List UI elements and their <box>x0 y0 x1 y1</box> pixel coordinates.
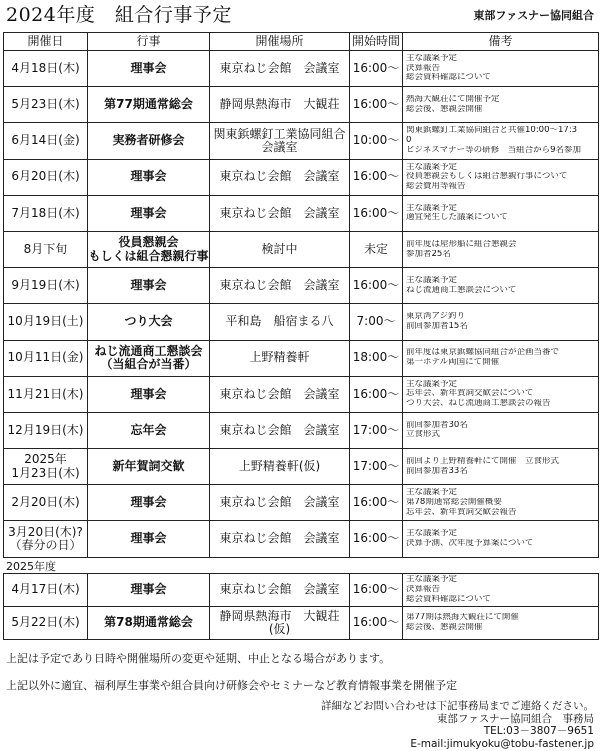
cell-date <box>4 304 88 340</box>
organization-name: 東部ファスナー協同組合 <box>473 9 594 22</box>
cell-notes-line: 総会資料確認について <box>406 73 491 83</box>
cell-notes <box>403 195 599 231</box>
cell-event <box>88 195 210 231</box>
cell-notes-line: 忘年会、新年賀詞交歓会報告 <box>406 507 517 517</box>
cell-event-line: ねじ流通商工懇談会 <box>94 343 203 358</box>
cell-date-line: 5月22日(木) <box>11 615 80 630</box>
cell-notes-line: ビジネスマナー等の研修 当組合から9名参加 <box>406 145 581 155</box>
cell-notes-line: 主な議案予定 <box>406 203 458 213</box>
cell-place <box>210 521 350 557</box>
cell-notes-line: 第一ホテル両国にて開催 <box>406 358 500 368</box>
table-row <box>4 412 599 448</box>
cell-time: 16:00～ <box>350 521 403 557</box>
cell-notes-line: 主な議案予定 <box>406 53 458 63</box>
cell-date-line: 12月19日(木) <box>7 422 84 437</box>
cell-date <box>4 574 88 607</box>
cell-date <box>4 159 88 195</box>
cell-notes <box>403 449 599 485</box>
page-header <box>0 0 600 30</box>
contact-phone: TEL:03－3807－9651 <box>483 725 594 737</box>
section-label-2025: 2025年度 <box>6 560 56 573</box>
footnote-other-events: 上記以外に適宜、福利厚生事業や組合員向け研修会やセミナーなど教育情報事業を開催予定 <box>6 679 457 692</box>
cell-time: 16:00～ <box>350 195 403 231</box>
cell-notes-line: 第78期通常総会開催概要 <box>406 497 502 507</box>
cell-time: 18:00～ <box>350 340 403 376</box>
cell-event-line: 役員懇親会 <box>118 235 179 250</box>
cell-event <box>88 376 210 412</box>
table-row <box>4 574 599 607</box>
table-row <box>4 449 599 485</box>
cell-event <box>88 521 210 557</box>
cell-notes-line: つり大会、ねじ流通商工懇談会の報告 <box>406 399 551 409</box>
table-row <box>4 376 599 412</box>
cell-place-line: 東京ねじ会館 会議室 <box>219 60 340 75</box>
cell-notes-line: 主な議案予定 <box>406 575 458 585</box>
cell-place-line: 東京ねじ会館 会議室 <box>219 422 340 437</box>
cell-date <box>4 51 88 87</box>
cell-date <box>4 607 88 640</box>
cell-notes-line: 総会後、懇親会開催 <box>406 623 483 632</box>
cell-notes-line: 前年度は屋形船に組合懇親会 <box>406 239 517 249</box>
table-row <box>4 195 599 231</box>
cell-event-line: 理事会 <box>130 531 167 546</box>
table-row <box>4 521 599 557</box>
cell-notes <box>403 521 599 557</box>
table-row <box>4 51 599 87</box>
cell-place <box>210 574 350 607</box>
cell-event-line: 理事会 <box>130 169 167 184</box>
cell-event-line: 第78期通常総会 <box>104 615 193 630</box>
page-title: 2024年度 組合行事予定 <box>6 4 232 26</box>
table-row <box>4 485 599 521</box>
cell-event-line: 第77期通常総会 <box>104 97 193 112</box>
cell-place-line: 上野精養軒(仮) <box>238 458 321 473</box>
cell-notes-line: 立食形式 <box>406 430 441 440</box>
cell-notes-line: 東京湾アジ釣り <box>406 312 466 322</box>
cell-notes <box>403 123 599 159</box>
cell-time: 10:00～ <box>350 123 403 159</box>
cell-date-line: 10月11日(金) <box>7 350 84 365</box>
cell-place <box>210 159 350 195</box>
cell-time: 16:00～ <box>350 607 403 640</box>
cell-date-line: 2月20日(木) <box>11 495 80 510</box>
cell-date-line: 9月19日(木) <box>11 278 80 292</box>
cell-event <box>88 231 210 267</box>
cell-date <box>4 412 88 448</box>
cell-place-line: 検討中 <box>261 241 298 256</box>
cell-notes-line: 総会後、懇親会開催 <box>406 104 483 114</box>
cell-notes <box>403 607 599 640</box>
cell-event-line: つり大会 <box>124 314 173 329</box>
cell-notes-line: 主な議案予定 <box>406 379 458 389</box>
cell-time: 17:00～ <box>350 449 403 485</box>
cell-notes-line: 適宜発生した議案について <box>406 213 508 223</box>
cell-date-line: 7月18日(木) <box>11 205 80 220</box>
cell-notes <box>403 159 599 195</box>
cell-time: 16:00～ <box>350 51 403 87</box>
contact-email: E-mail:jimukyoku@tobu-fastener.jp <box>410 737 594 750</box>
cell-time: 16:00～ <box>350 574 403 607</box>
cell-event <box>88 340 210 376</box>
cell-date-line: 11月21日(木) <box>7 386 84 401</box>
cell-event-line: もしくは組合懇親行事 <box>88 248 209 263</box>
cell-event-line: 理事会 <box>130 582 167 597</box>
cell-place-line: 東京ねじ会館 会議室 <box>219 169 340 184</box>
cell-date-line: 6月14日(金) <box>11 133 80 148</box>
cell-time: 16:00～ <box>350 87 403 123</box>
footnote-schedule-change: 上記は予定であり日時や開催場所の変更や延期、中止となる場合があります。 <box>6 652 391 665</box>
cell-date <box>4 521 88 557</box>
cell-notes <box>403 268 599 304</box>
cell-event <box>88 123 210 159</box>
cell-event-line: 理事会 <box>130 60 167 75</box>
cell-notes <box>403 231 599 267</box>
cell-date-line: （春分の日） <box>9 538 82 553</box>
cell-date-line: 5月23日(木) <box>11 97 80 112</box>
cell-notes-line: 主な議案予定 <box>406 488 458 498</box>
cell-place <box>210 51 350 87</box>
table-row <box>4 231 599 267</box>
cell-place-line: 東京ねじ会館 会議室 <box>219 495 340 510</box>
col-header-date: 開催日 <box>4 33 88 51</box>
table-row <box>4 123 599 159</box>
cell-event-line: 理事会 <box>130 495 167 510</box>
cell-notes-line: 前回参加者30名 <box>406 420 468 430</box>
col-header-event: 行事 <box>88 33 210 51</box>
schedule-table-2024 <box>3 32 599 558</box>
cell-event <box>88 159 210 195</box>
cell-time: 16:00～ <box>350 268 403 304</box>
cell-place-line: 会議室 <box>261 139 298 154</box>
cell-place-line: 上野精養軒 <box>249 350 310 365</box>
cell-time: 未定 <box>350 231 403 267</box>
cell-notes-line: 前回参加者33名 <box>406 466 468 476</box>
table-row <box>4 340 599 376</box>
cell-notes-line: 決算報告 <box>406 585 441 595</box>
cell-place-line: 静岡県熱海市 大観荘(仮) <box>219 608 340 636</box>
cell-event-line: 忘年会 <box>130 422 167 437</box>
cell-date-line: 10月19日(土) <box>7 314 84 329</box>
cell-event <box>88 268 210 304</box>
cell-date-line: 2025年 <box>24 452 67 467</box>
cell-notes-line: 熱海大観荘にて開催予定 <box>406 95 500 105</box>
cell-notes-line: 第77期は熱海大観荘にて開催 <box>406 613 519 623</box>
cell-date-line: 4月17日(木) <box>11 582 80 597</box>
cell-notes <box>403 485 599 521</box>
cell-date <box>4 268 88 304</box>
cell-notes-line: 前年度は東京鋲螺協同組合が企画当番で <box>406 348 560 358</box>
table-row <box>4 268 599 304</box>
cell-notes-line: 前回より上野精養軒にて開催 立食形式 <box>406 456 560 466</box>
cell-notes-line: 主な議案予定 <box>406 529 458 539</box>
cell-notes-line: 参加者25名 <box>406 249 451 259</box>
cell-place <box>210 195 350 231</box>
cell-notes-line: ねじ流通商工懇談会について <box>406 285 517 295</box>
col-header-notes: 備考 <box>403 33 599 51</box>
cell-event <box>88 51 210 87</box>
table-row <box>4 304 599 340</box>
cell-notes <box>403 304 599 340</box>
cell-time: 16:00～ <box>350 159 403 195</box>
cell-place <box>210 231 350 267</box>
cell-notes-line: 総会資料確認について <box>406 594 491 604</box>
cell-event <box>88 574 210 607</box>
cell-notes-line: 総会費用等報告 <box>406 182 466 192</box>
cell-event-line: 理事会 <box>130 386 167 401</box>
cell-time: 17:00～ <box>350 412 403 448</box>
cell-event-line: 理事会 <box>130 278 167 292</box>
cell-date-line: 6月20日(木) <box>11 169 80 184</box>
cell-date <box>4 231 88 267</box>
cell-date <box>4 376 88 412</box>
cell-event-line: 新年賀詞交歓 <box>112 458 185 473</box>
cell-date <box>4 449 88 485</box>
cell-date <box>4 485 88 521</box>
cell-date <box>4 87 88 123</box>
cell-notes-line: 忘年会、新年賀詞交歓会について <box>406 389 534 399</box>
cell-date-line: 3月20日(木)? <box>8 524 83 539</box>
schedule-rows-2025 <box>4 574 599 640</box>
cell-event-line: （当組合が当番） <box>100 357 197 372</box>
cell-place-line: 東京ねじ会館 会議室 <box>219 531 340 546</box>
cell-place <box>210 485 350 521</box>
cell-notes <box>403 340 599 376</box>
cell-notes <box>403 412 599 448</box>
cell-event <box>88 87 210 123</box>
cell-event-line: 理事会 <box>130 205 167 220</box>
cell-place-line: 東京ねじ会館 会議室 <box>219 278 340 292</box>
cell-place-line: 平和島 船宿まる八 <box>225 314 334 329</box>
cell-notes-line: 主な議案予定 <box>406 162 458 172</box>
table-row <box>4 607 599 640</box>
cell-date-line: 4月18日(木) <box>11 60 80 75</box>
cell-event <box>88 607 210 640</box>
contact-block <box>321 700 594 750</box>
cell-place <box>210 412 350 448</box>
cell-notes <box>403 376 599 412</box>
cell-event <box>88 449 210 485</box>
cell-place <box>210 268 350 304</box>
cell-place <box>210 449 350 485</box>
cell-place-line: 東京ねじ会館 会議室 <box>219 582 340 597</box>
cell-notes <box>403 51 599 87</box>
schedule-rows-2024 <box>4 51 599 558</box>
table-row <box>4 87 599 123</box>
table-header-row <box>4 33 599 51</box>
cell-event <box>88 304 210 340</box>
cell-event <box>88 412 210 448</box>
cell-date-line: 1月23日(木) <box>11 465 80 480</box>
cell-event <box>88 485 210 521</box>
contact-office: 東部ファスナー協同組合 事務局 <box>436 712 594 725</box>
contact-intro: 詳細などお問い合わせは下記事務局までご連絡ください。 <box>321 700 594 712</box>
cell-place <box>210 87 350 123</box>
cell-notes-line: 役員懇親会もしくは組合懇親行事について <box>406 172 568 182</box>
cell-place-line: 東京ねじ会館 会議室 <box>219 205 340 220</box>
cell-time: 7:00～ <box>350 304 403 340</box>
cell-notes <box>403 574 599 607</box>
cell-notes-line: 決算報告 <box>406 63 441 73</box>
cell-notes-line: 主な議案予定 <box>406 275 458 285</box>
cell-notes <box>403 87 599 123</box>
cell-date <box>4 340 88 376</box>
cell-place <box>210 607 350 640</box>
cell-place <box>210 304 350 340</box>
schedule-table-2025 <box>3 573 599 640</box>
cell-time: 16:00～ <box>350 485 403 521</box>
col-header-place: 開催場所 <box>210 33 350 51</box>
cell-notes-line: 0 <box>406 136 412 146</box>
col-header-time: 開始時間 <box>350 33 403 51</box>
cell-event-line: 実務者研修会 <box>112 133 185 148</box>
cell-place <box>210 340 350 376</box>
cell-date <box>4 195 88 231</box>
cell-place <box>210 123 350 159</box>
cell-date <box>4 123 88 159</box>
table-row <box>4 159 599 195</box>
cell-place <box>210 376 350 412</box>
cell-place-line: 関東鋲螺釘工業協同組合 <box>213 126 346 141</box>
cell-notes-line: 前回参加者15名 <box>406 321 468 331</box>
cell-time: 16:00～ <box>350 376 403 412</box>
cell-place-line: 東京ねじ会館 会議室 <box>219 386 340 401</box>
cell-date-line: 8月下旬 <box>23 241 68 256</box>
cell-place-line: 静岡県熱海市 大観荘 <box>219 97 340 112</box>
cell-notes-line: 決算予測、次年度予算案について <box>406 539 534 549</box>
cell-notes-line: 関東鋲螺釘工業協同組合と共催10:00～17:3 <box>406 126 578 136</box>
